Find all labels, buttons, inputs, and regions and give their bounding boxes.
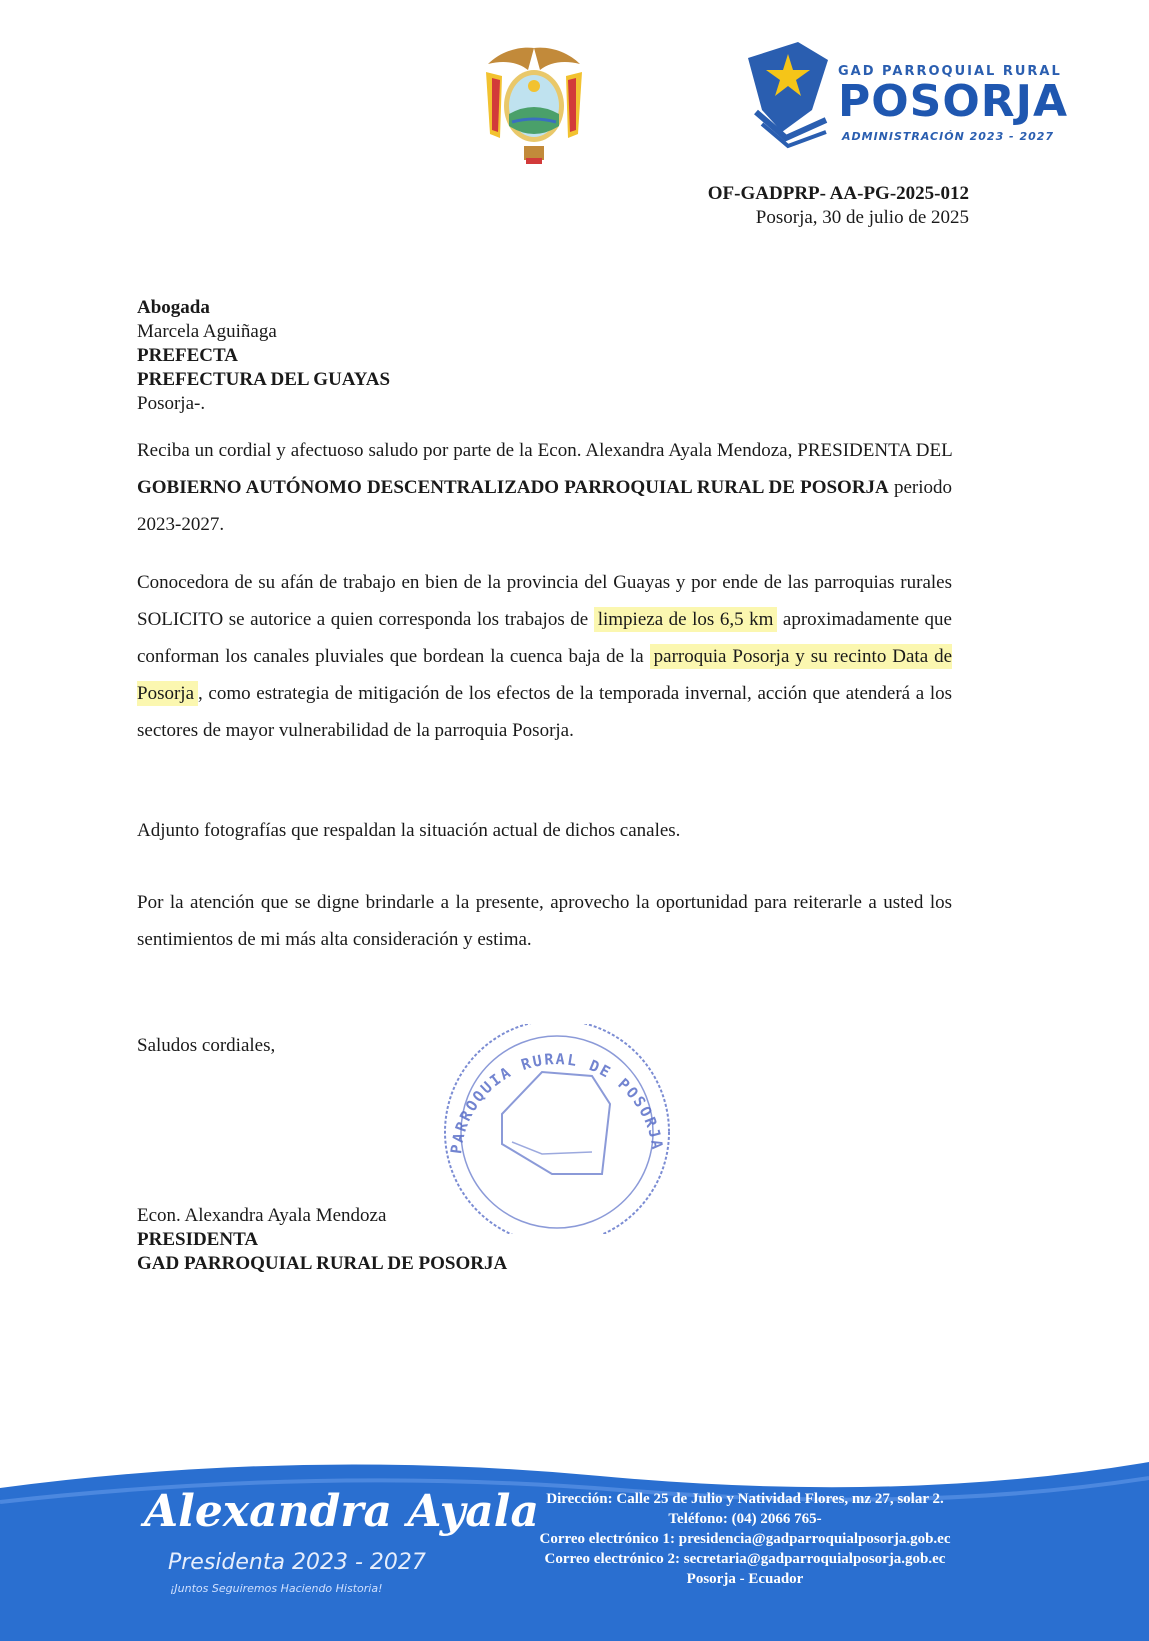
greeting-text-b: periodo 2023-2027. <box>137 477 953 535</box>
recipient-title: Abogada <box>137 297 210 318</box>
footer-email-1: Correo electrónico 1: presidencia@gadparroquialposorja.gob.ec <box>539 1531 951 1547</box>
svg-text:PARROQUIA RURAL DE POSORJA <box>447 1050 667 1155</box>
request-highlight-1: limpieza de los 6,5 km <box>594 607 778 632</box>
signature-name: Econ. Alexandra Ayala Mendoza <box>137 1205 387 1226</box>
request-text-c: , como estrategia de mitigación de los efectos de la temporada invernal, acción que atenderá a los sectores de mayor vulnerabilidad de la parroquia Posorja. <box>137 683 952 741</box>
footer-email-2: Correo electrónico 2: secretaria@gadparroquialposorja.gob.ec <box>544 1551 946 1567</box>
request-highlight-2: parroquia Posorja y su recinto Data de Posorja <box>137 646 952 704</box>
document-date: Posorja, 30 de julio de 2025 <box>755 207 969 228</box>
request-text-b: aproximadamente que conforman los canales pluviales que bordean la cuenca baja de la <box>137 609 952 667</box>
greeting-text-a: Reciba un cordial y afectuoso saludo por parte de la Econ. Alexandra Ayala Mendoza, PRESIDENTA DEL <box>137 440 952 461</box>
paragraph-closing-remark: Por la atención que se digne brindarle a la presente, aprovecho la oportunidad para reiterarle a usted los sentimientos de mi más alta consideración y estima. <box>137 892 952 950</box>
paragraph-request <box>137 564 952 749</box>
recipient-city: Posorja-. <box>137 393 206 414</box>
posorja-logo-icon <box>742 40 838 152</box>
paragraph-attachment: Adjunto fotografías que respaldan la situación actual de dichos canales. <box>137 820 681 841</box>
footer-motto: ¡Juntos Seguiremos Haciendo Historia! <box>170 1582 383 1595</box>
signature-institution: GAD PARROQUIAL RURAL DE POSORJA <box>137 1253 508 1274</box>
seal-text-top: PARROQUIA RURAL DE POSORJA <box>447 1050 667 1155</box>
logo-top-text: GAD PARROQUIAL RURAL <box>838 64 1062 79</box>
recipient-name: Marcela Aguiñaga <box>137 321 277 342</box>
logo-administration: ADMINISTRACIÓN 2023 - 2027 <box>842 130 1055 143</box>
signature-block <box>137 1204 507 1276</box>
footer-name: Alexandra Ayala <box>144 1486 540 1537</box>
document-reference: OF-GADPRP- AA-PG-2025-012 <box>707 183 969 204</box>
request-text-a: Conocedora de su afán de trabajo en bien de la provincia del Guayas y por ende de las parroquias rurales SOLICITO se autorice a quien corresponda los trabajos de <box>137 572 952 630</box>
footer-address: Dirección: Calle 25 de Julio y Natividad Flores, mz 27, solar 2. <box>546 1491 944 1507</box>
footer-phone: Teléfono: (04) 2066 765- <box>668 1511 822 1527</box>
logo-name: POSORJA <box>838 76 1069 127</box>
recipient-position: PREFECTA <box>137 345 238 366</box>
official-seal-icon <box>432 1024 682 1234</box>
footer-location: Posorja - Ecuador <box>686 1571 804 1587</box>
footer-role: Presidenta 2023 - 2027 <box>168 1550 426 1575</box>
ecuador-coat-of-arms-icon <box>478 42 590 167</box>
recipient-institution: PREFECTURA DEL GUAYAS <box>137 369 391 390</box>
greeting-institution: GOBIERNO AUTÓNOMO DESCENTRALIZADO PARROQUIAL RURAL DE POSORJA <box>137 477 889 498</box>
paragraph-greeting <box>137 432 952 543</box>
closing-salutation: Saludos cordiales, <box>137 1035 276 1056</box>
signature-position: PRESIDENTA <box>137 1229 259 1250</box>
